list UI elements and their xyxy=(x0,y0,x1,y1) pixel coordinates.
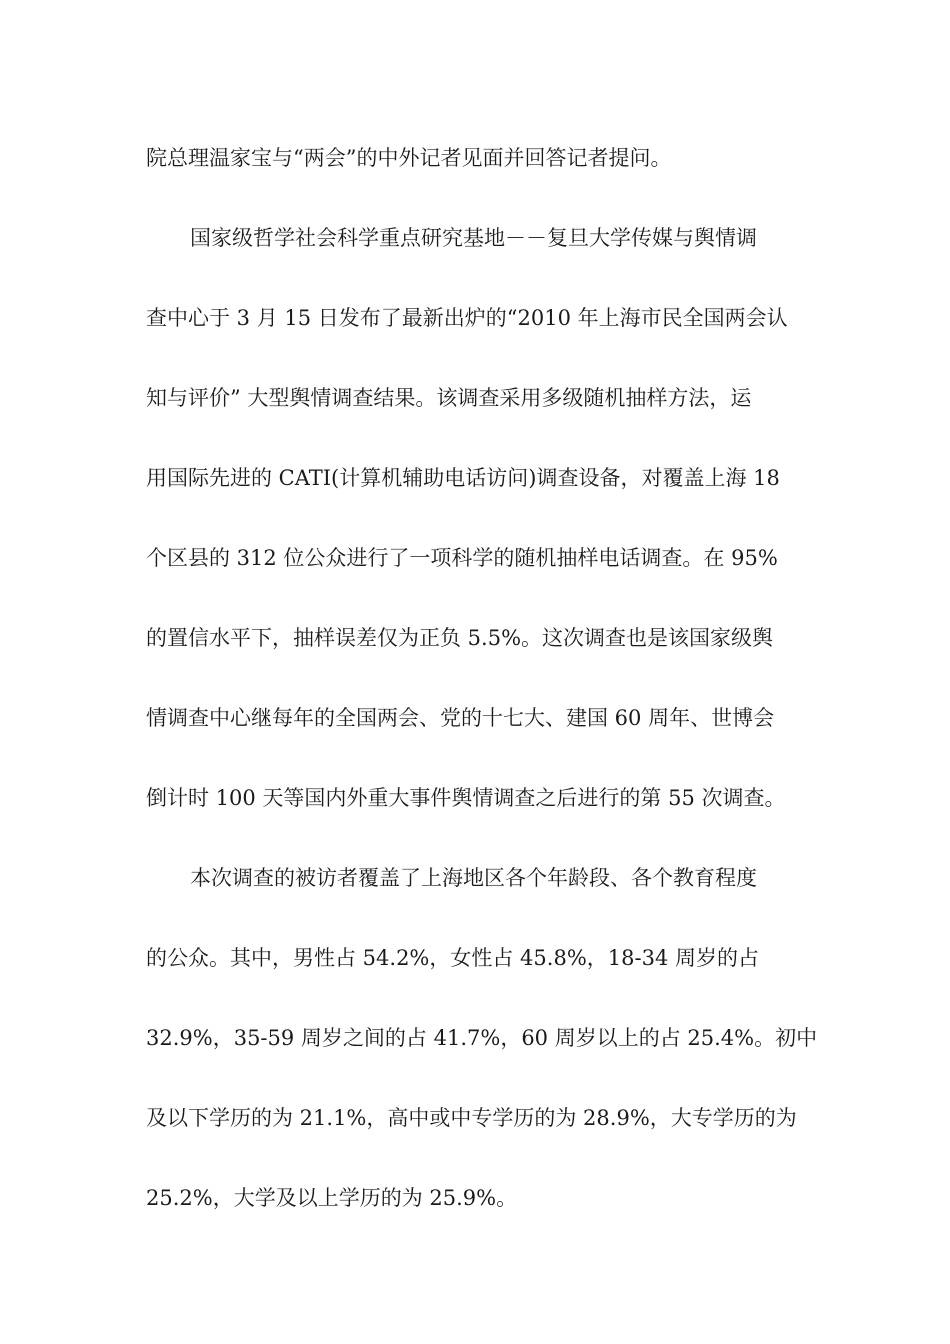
paragraph xyxy=(146,851,818,1225)
text-line: 的置信水平下，抽样误差仅为正负 5.5%。这次调查也是该国家级舆 xyxy=(146,626,774,650)
text-line: 及以下学历的为 21.1%，高中或中专学历的为 28.9%，大专学历的为 xyxy=(146,1106,797,1130)
text-line: 倒计时 100 天等国内外重大事件舆情调查之后进行的第 55 次调查。 xyxy=(146,786,786,810)
text-line: 25.2%，大学及以上学历的为 25.9%。 xyxy=(146,1186,518,1210)
text-line: 用国际先进的 CATI(计算机辅助电话访问)调查设备，对覆盖上海 18 xyxy=(146,466,780,490)
text-line: 国家级哲学社会科学重点研究基地－－复旦大学传媒与舆情调 xyxy=(190,226,757,250)
text-line: 本次调查的被访者覆盖了上海地区各个年龄段、各个教育程度 xyxy=(190,866,757,890)
document-body xyxy=(146,131,818,1225)
text-line: 院总理温家宝与“两会”的中外记者见面并回答记者提问。 xyxy=(146,146,672,170)
text-line: 32.9%，35-59 周岁之间的占 41.7%，60 周岁以上的占 25.4%。初中 xyxy=(146,1026,818,1050)
text-line: 的公众。其中，男性占 54.2%，女性占 45.8%，18-34 周岁的占 xyxy=(146,946,759,970)
paragraph xyxy=(146,131,811,185)
text-line: 情调查中心继每年的全国两会、党的十七大、建国 60 周年、世博会 xyxy=(146,706,775,730)
text-line: 个区县的 312 位公众进行了一项科学的随机抽样电话调查。在 95% xyxy=(146,546,778,570)
paragraph xyxy=(146,211,811,825)
text-line: 知与评价” 大型舆情调查结果。该调查采用多级随机抽样方法，运 xyxy=(146,386,752,410)
text-line: 查中心于 3 月 15 日发布了最新出炉的“2010 年上海市民全国两会认 xyxy=(146,306,788,330)
